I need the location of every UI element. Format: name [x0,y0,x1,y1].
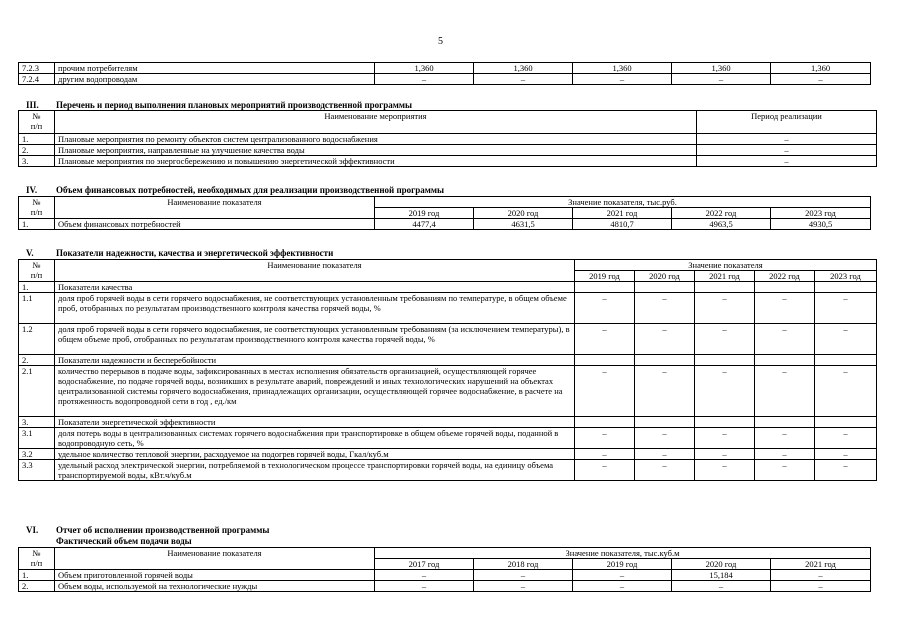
header-name: Наименование показателя [55,197,375,219]
cell-value: – [575,460,635,481]
row-name: удельный расход электрической энергии, потребляемой в технологическом процессе транспортировки горячей воды, на единицу объема транспортируемой воды, кВт.ч/куб.м [55,460,575,481]
row-name: количество перерывов в подаче воды, зафиксированных в местах исполнения обязательств организацией, осуществляющей горячее водоснабжение, по подаче горячей воды, возникших в результате аварий, повреждений и иных технологических нарушений на объектах централизованной системы горячего водоснабжения, принадлежащих организации, осуществляющей горячее водоснабжение, в расчете на протяженность водопроводной сети в год , ед./км [55,366,575,417]
table-row [19,570,871,581]
cell-value: – [695,460,755,481]
section-5-heading [26,248,333,258]
section-number: VI. [26,525,39,535]
cell-value: – [375,570,474,581]
cell-value: – [635,324,695,355]
table-row [19,134,877,145]
header-year: 2019 год [575,271,635,282]
cell-value: 1,360 [573,63,672,74]
header-year: 2019 год [573,559,672,570]
cell-value: – [375,74,474,85]
row-period: – [697,134,877,145]
header-num: № п/п [19,260,55,282]
cell-value: – [575,366,635,417]
cell-value: – [474,581,573,592]
cell-value: – [815,428,877,449]
row-num: 3.1 [19,428,55,449]
row-num: 1. [19,570,55,581]
row-name: Объем приготовленной горячей воды [55,570,375,581]
cell-value: – [695,324,755,355]
cell-value: – [815,460,877,481]
table-row [19,428,877,449]
cell-value: – [474,74,573,85]
table-header-row [19,260,877,271]
row-num: 1. [19,219,55,230]
table-row [19,581,871,592]
cell-value: – [695,293,755,324]
section-5-table [18,259,877,481]
cell-value: – [474,570,573,581]
cell-value: – [635,449,695,460]
header-year: 2017 год [375,559,474,570]
section-title: Отчет об исполнении производственной программы [56,525,270,535]
cell-value: – [755,293,815,324]
header-year: 2021 год [695,271,755,282]
header-year: 2020 год [635,271,695,282]
row-name: прочим потребителям [55,63,375,74]
table-header-row [19,111,877,134]
row-num: 2. [19,145,55,156]
table-group-row [19,355,877,366]
cell-value: 1,360 [672,63,771,74]
cell-value: – [635,460,695,481]
cell-value: – [755,366,815,417]
row-name: удельное количество тепловой энергии, расходуемое на подогрев горячей воды, Гкал/куб.м [55,449,575,460]
table-row [19,366,877,417]
cell-value: – [771,570,871,581]
cell-value: 4963,5 [672,219,771,230]
row-name: доля проб горячей воды в сети горячего водоснабжения, не соответствующих установленным требованиям по температуре, в общем объеме проб, отобранных по результатам производственного контроля качества горячей воды, % [55,293,575,324]
header-year: 2022 год [672,208,771,219]
cell-value: – [771,581,871,592]
header-name: Наименование показателя [55,548,375,570]
cell-value: – [573,570,672,581]
section-3-table [18,110,877,167]
row-name: Показатели надежности и бесперебойности [55,355,575,366]
section-title: Перечень и период выполнения плановых мероприятий производственной программы [56,100,413,110]
section-6-subtitle: Фактический объем подачи воды [56,536,192,546]
cell-value: 1,360 [375,63,474,74]
header-value: Значение показателя [575,260,877,271]
cell-value: – [635,366,695,417]
cell-value: – [635,293,695,324]
header-year: 2018 год [474,559,573,570]
table-group-row [19,417,877,428]
header-year: 2023 год [815,271,877,282]
table-row [19,449,877,460]
row-num: 3.3 [19,460,55,481]
cell-value: 1,360 [771,63,871,74]
row-name: Показатели качества [55,282,575,293]
cell-value: – [771,74,871,85]
table-group-row [19,282,877,293]
cell-value: – [575,293,635,324]
header-value: Значение показателя, тыс.руб. [375,197,871,208]
table-row [19,219,871,230]
row-num: 3. [19,156,55,167]
section-number: III. [26,100,39,110]
cell-value: – [815,293,877,324]
row-name: доля потерь воды в централизованных системах горячего водоснабжения при транспортировке в общем объеме горячей воды, поданной в водопроводную сеть, % [55,428,575,449]
header-num: № п/п [19,197,55,219]
cell-value: – [755,460,815,481]
table-header-row [19,548,871,559]
section-4-table [18,196,871,230]
table-row [19,324,877,355]
cell-value: – [695,449,755,460]
cell-value: – [375,581,474,592]
row-num: 1. [19,134,55,145]
page-number: 5 [438,36,443,47]
row-period: – [697,145,877,156]
section-title: Объем финансовых потребностей, необходимых для реализации производственной программы [56,185,445,195]
section-3-heading [26,100,412,110]
header-year: 2019 год [375,208,474,219]
row-name: Объем финансовых потребностей [55,219,375,230]
section-4-heading [26,185,444,195]
row-num: 2.1 [19,366,55,417]
row-num: 1. [19,282,55,293]
row-name: Плановые мероприятия по энергосбережению и повышению энергетической эффективности [55,156,697,167]
header-name: Наименование мероприятия [55,111,697,134]
header-period: Период реализации [697,111,877,134]
cell-value: – [672,581,771,592]
cell-value: 4631,5 [474,219,573,230]
table-row [19,293,877,324]
cell-value: – [755,449,815,460]
cell-value: – [755,324,815,355]
row-num: 3. [19,417,55,428]
header-num: № п/п [19,111,55,134]
cell-value: 4930,5 [771,219,871,230]
cell-value: – [573,581,672,592]
row-name: Плановые мероприятия по ремонту объектов систем централизованного водоснабжения [55,134,697,145]
cell-value: – [575,449,635,460]
table-row [19,156,877,167]
table-row [19,63,871,74]
header-year: 2022 год [755,271,815,282]
cell-value: 4810,7 [573,219,672,230]
header-year: 2020 год [474,208,573,219]
cell-value: – [635,428,695,449]
header-year: 2023 год [771,208,871,219]
header-name: Наименование показателя [55,260,575,282]
cell-value: – [755,428,815,449]
header-num: № п/п [19,548,55,570]
section-6-table [18,547,871,592]
cell-value: – [573,74,672,85]
cell-value: – [695,428,755,449]
row-num: 7.2.3 [19,63,55,74]
table-row [19,74,871,85]
cell-value: – [672,74,771,85]
row-name: доля проб горячей воды в сети горячего водоснабжения, не соответствующих установленным требованиям (за исключением температуры), в общем объеме проб, отобранных по результатам производственного контроля качества горячей воды, % [55,324,575,355]
row-name: другим водопроводам [55,74,375,85]
cell-value: 15,184 [672,570,771,581]
row-name: Показатели энергетической эффективности [55,417,575,428]
cell-value: – [695,366,755,417]
section-6-heading [26,525,269,535]
cell-value: 4477,4 [375,219,474,230]
cell-value: – [575,324,635,355]
table-header-row [19,197,871,208]
cell-value: – [815,449,877,460]
row-num: 3.2 [19,449,55,460]
section-number: V. [26,248,34,258]
header-value: Значение показателя, тыс.куб.м [375,548,871,559]
cell-value: – [575,428,635,449]
cell-value: 1,360 [474,63,573,74]
cell-value: – [815,324,877,355]
section-title: Показатели надежности, качества и энергетической эффективности [56,248,334,258]
row-num: 7.2.4 [19,74,55,85]
table-row [19,460,877,481]
header-year: 2021 год [573,208,672,219]
header-year: 2021 год [771,559,871,570]
top-table [18,62,871,85]
cell-value: – [815,366,877,417]
row-num: 2. [19,581,55,592]
row-num: 1.2 [19,324,55,355]
row-num: 1.1 [19,293,55,324]
row-period: – [697,156,877,167]
header-year: 2020 год [672,559,771,570]
section-number: IV. [26,185,38,195]
row-num: 2. [19,355,55,366]
row-name: Объем воды, используемой на технологические нужды [55,581,375,592]
row-name: Плановые мероприятия, направленные на улучшение качества воды [55,145,697,156]
table-row [19,145,877,156]
